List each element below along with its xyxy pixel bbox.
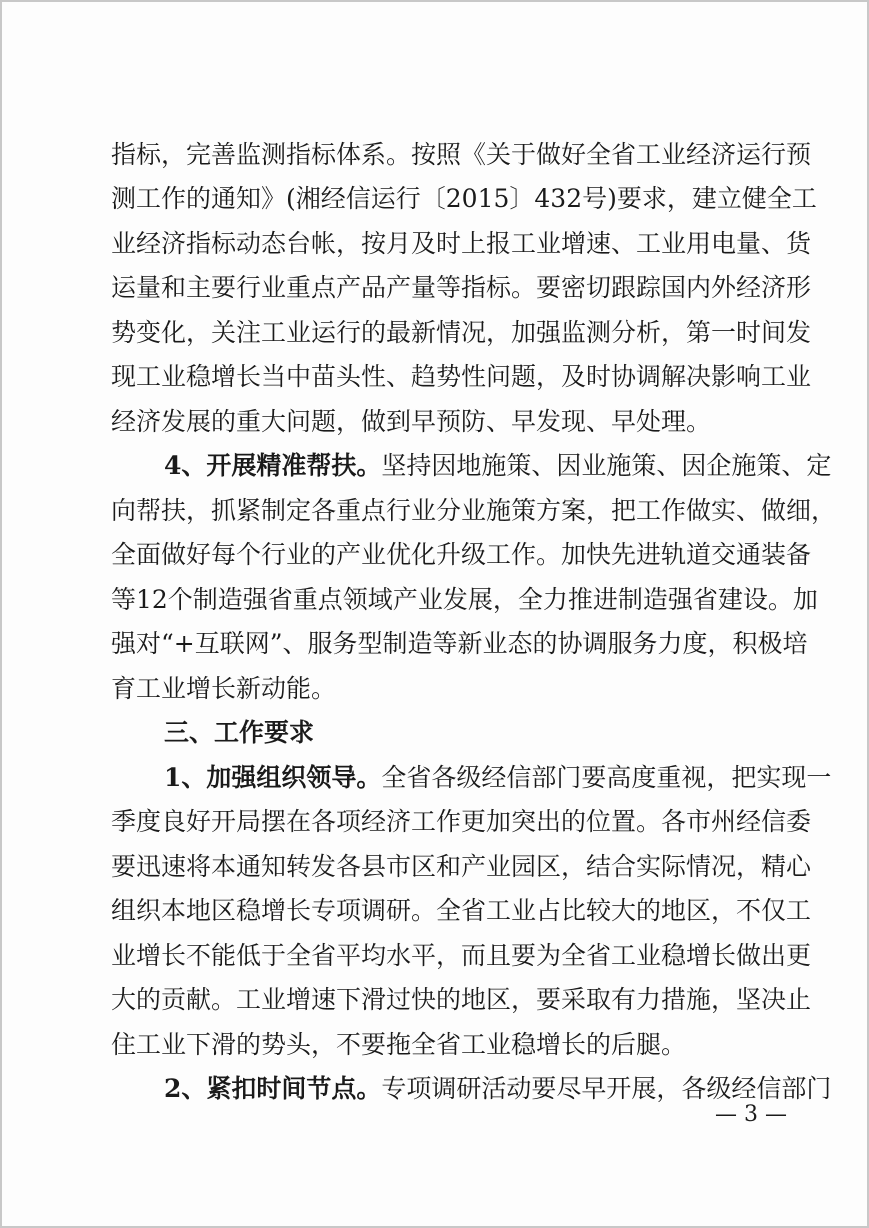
body-text-line: 强对“+互联网”、服务型制造等新业态的协调服务力度，积极培 bbox=[111, 629, 808, 658]
body-text-line: 现工业稳增长当中苗头性、趋势性问题，及时协调解决影响工业 bbox=[111, 362, 812, 391]
paragraph-first-line bbox=[164, 444, 832, 488]
body-text-line: 业经济指标动态台帐，按月及时上报工业增速、工业用电量、货 bbox=[111, 229, 812, 258]
body-text-line: 育工业增长新动能。 bbox=[111, 674, 337, 703]
body-text-line: 运量和主要行业重点产品产量等指标。要密切跟踪国内外经济形 bbox=[111, 273, 812, 302]
body-text-line: 向帮扶，抓紧制定各重点行业分业施策方案，把工作做实、做细， bbox=[111, 496, 837, 525]
paragraph-first-line bbox=[164, 1067, 832, 1111]
paragraph-lead-text: 全省各级经信部门要高度重视，把实现一 bbox=[381, 763, 832, 792]
paragraph-lead-text: 坚持因地施策、因业施策、因企施策、定 bbox=[381, 451, 832, 480]
body-text-line: 组织本地区稳增长专项调研。全省工业占比较大的地区，不仅工 bbox=[111, 896, 812, 925]
paragraph-lead-heading: 2、紧扣时间节点。 bbox=[164, 1074, 382, 1103]
paragraph-first-line bbox=[164, 756, 832, 800]
paragraph-lead-heading: 1、加强组织领导。 bbox=[164, 763, 382, 792]
paragraph-lead-heading: 4、开展精准帮扶。 bbox=[164, 451, 382, 480]
body-text-line: 等12个制造强省重点领域产业发展，全力推进制造强省建设。加 bbox=[111, 585, 818, 614]
body-text-line: 势变化，关注工业运行的最新情况，加强监测分析，第一时间发 bbox=[111, 318, 812, 347]
body-text-line: 指标，完善监测指标体系。按照《关于做好全省工业经济运行预 bbox=[111, 140, 812, 169]
body-text-line: 季度良好开局摆在各项经济工作更加突出的位置。各市州经信委 bbox=[111, 807, 812, 836]
body-text-line: 大的贡献。工业增速下滑过快的地区，要采取有力措施，坚决止 bbox=[111, 985, 812, 1014]
body-text-line: 住工业下滑的势头，不要拖全省工业稳增长的后腿。 bbox=[111, 1030, 687, 1059]
body-text-line: 测工作的通知》(湘经信运行〔2015〕432号)要求，建立健全工 bbox=[111, 184, 817, 213]
section-heading: 三、工作要求 bbox=[164, 718, 315, 747]
body-text-line: 要迅速将本通知转发各县市区和产业园区，结合实际情况，精心 bbox=[111, 852, 812, 881]
page-number: — 3 — bbox=[715, 1102, 787, 1127]
body-text-line: 经济发展的重大问题，做到早预防、早发现、早处理。 bbox=[111, 407, 712, 436]
paragraph-lead-text: 专项调研活动要尽早开展，各级经信部门 bbox=[381, 1074, 832, 1103]
body-text-line: 全面做好每个行业的产业优化升级工作。加快先进轨道交通装备 bbox=[111, 540, 812, 569]
body-text-line: 业增长不能低于全省平均水平，而且要为全省工业稳增长做出更 bbox=[111, 941, 812, 970]
